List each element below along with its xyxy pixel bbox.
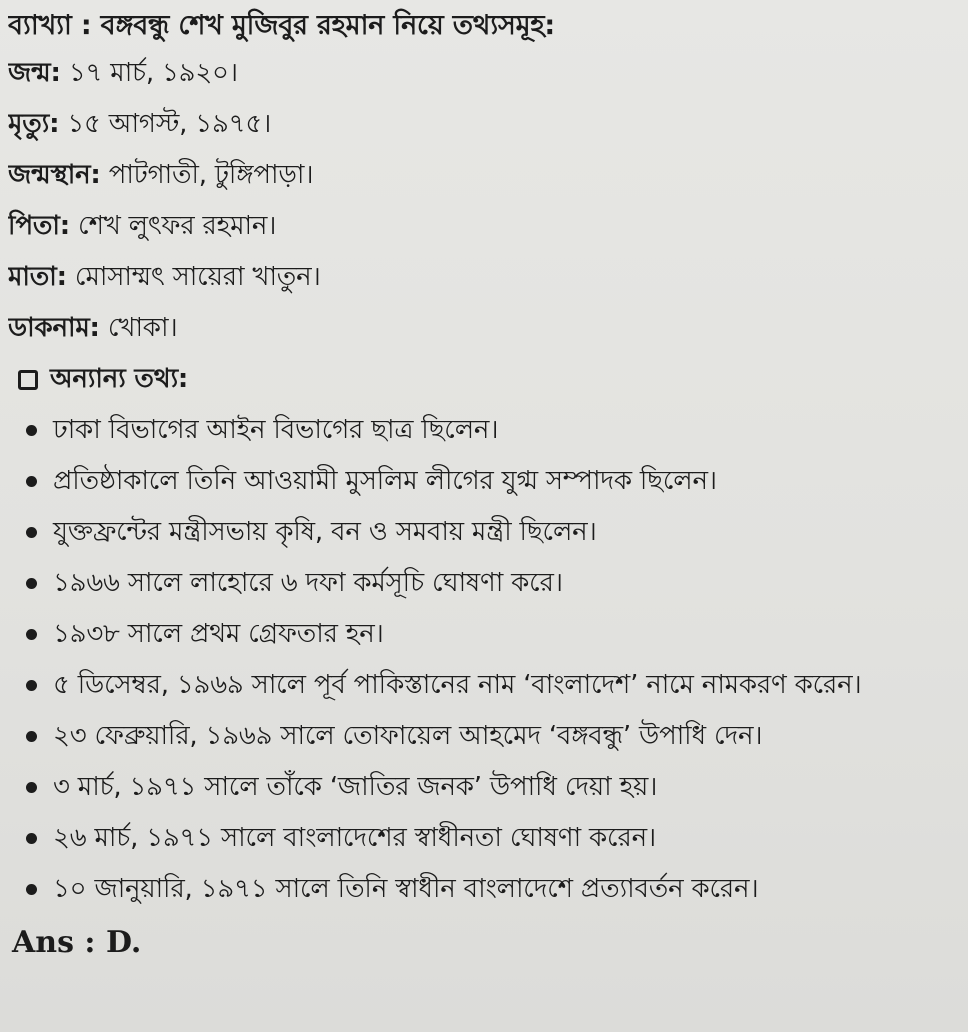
list-item — [8, 558, 958, 609]
list-item — [8, 711, 958, 762]
fact-value: খোকা। — [107, 313, 178, 343]
fact-label: মৃত্যু: — [8, 109, 60, 139]
fact-label: মাতা: — [8, 262, 67, 292]
bullet-icon — [26, 578, 37, 589]
bullet-icon — [26, 476, 37, 487]
list-item — [8, 507, 958, 558]
bullet-icon — [26, 680, 37, 691]
list-item-text: ১৯৬৬ সালে লাহোরে ৬ দফা কর্মসূচি ঘোষণা করে। — [53, 568, 563, 598]
list-item-text: প্রতিষ্ঠাকালে তিনি আওয়ামী মুসলিম লীগের যুগ্ম সম্পাদক ছিলেন। — [53, 466, 717, 496]
list-item — [8, 813, 958, 864]
fact-label: ডাকনাম: — [8, 313, 100, 343]
fact-line-nickname — [8, 303, 958, 354]
list-item-text: ৫ ডিসেম্বর, ১৯৬৯ সালে পূর্ব পাকিস্তানের নাম ‘বাংলাদেশ’ নামে নামকরণ করেন। — [53, 670, 862, 700]
list-item — [8, 762, 958, 813]
list-item — [8, 660, 958, 711]
checkbox-square-icon — [18, 370, 38, 390]
explanation-heading: ব্যাখ্যা : বঙ্গবন্ধু শেখ মুজিবুর রহমান নিয়ে তথ্যসমূহ: — [8, 10, 555, 41]
list-item — [8, 864, 958, 915]
list-item — [8, 456, 958, 507]
list-item-text: যুক্তফ্রন্টের মন্ত্রীসভায় কৃষি, বন ও সমবায় মন্ত্রী ছিলেন। — [53, 517, 597, 547]
list-item — [8, 609, 958, 660]
fact-label: জন্ম: — [8, 58, 61, 88]
other-info-heading — [8, 354, 958, 405]
list-item-text: ১৯৩৮ সালে প্রথম গ্রেফতার হন। — [53, 619, 384, 649]
list-item-text: ২৩ ফেব্রুয়ারি, ১৯৬৯ সালে তোফায়েল আহমেদ ‘বঙ্গবন্ধু’ উপাধি দেন। — [53, 721, 763, 751]
list-item-text: ৩ মার্চ, ১৯৭১ সালে তাঁকে ‘জাতির জনক’ উপাধি দেয়া হয়। — [53, 772, 658, 802]
list-item-text: ২৬ মার্চ, ১৯৭১ সালে বাংলাদেশের স্বাধীনতা ঘোষণা করেন। — [53, 823, 656, 853]
bullet-icon — [26, 425, 37, 436]
fact-line-father — [8, 201, 958, 252]
fact-value: ১৫ আগস্ট, ১৯৭৫। — [67, 109, 272, 139]
bullet-icon — [26, 833, 37, 844]
bullet-icon — [26, 629, 37, 640]
fact-line-mother — [8, 252, 958, 303]
bullet-icon — [26, 884, 37, 895]
bullet-icon — [26, 731, 37, 742]
fact-label: পিতা: — [8, 211, 70, 241]
fact-line-birthplace — [8, 150, 958, 201]
other-info-label: অন্যান্য তথ্য: — [50, 364, 189, 394]
fact-line-birth — [8, 48, 958, 99]
fact-value: ১৭ মার্চ, ১৯২০। — [68, 58, 238, 88]
bullet-icon — [26, 782, 37, 793]
list-item-text: ১০ জানুয়ারি, ১৯৭১ সালে তিনি স্বাধীন বাংলাদেশে প্রত্যাবর্তন করেন। — [53, 874, 759, 904]
list-item — [8, 405, 958, 456]
fact-value: মোসাম্মৎ সায়েরা খাতুন। — [74, 262, 321, 292]
fact-line-death — [8, 99, 958, 150]
fact-value: পাটগাতী, টুঙ্গিপাড়া। — [108, 160, 314, 190]
bullet-icon — [26, 527, 37, 538]
fact-label: জন্মস্থান: — [8, 160, 101, 190]
answer-text: Ans : D. — [12, 925, 142, 960]
list-item-text: ঢাকা বিভাগের আইন বিভাগের ছাত্র ছিলেন। — [53, 415, 499, 445]
fact-value: শেখ লুৎফর রহমান। — [78, 211, 277, 241]
